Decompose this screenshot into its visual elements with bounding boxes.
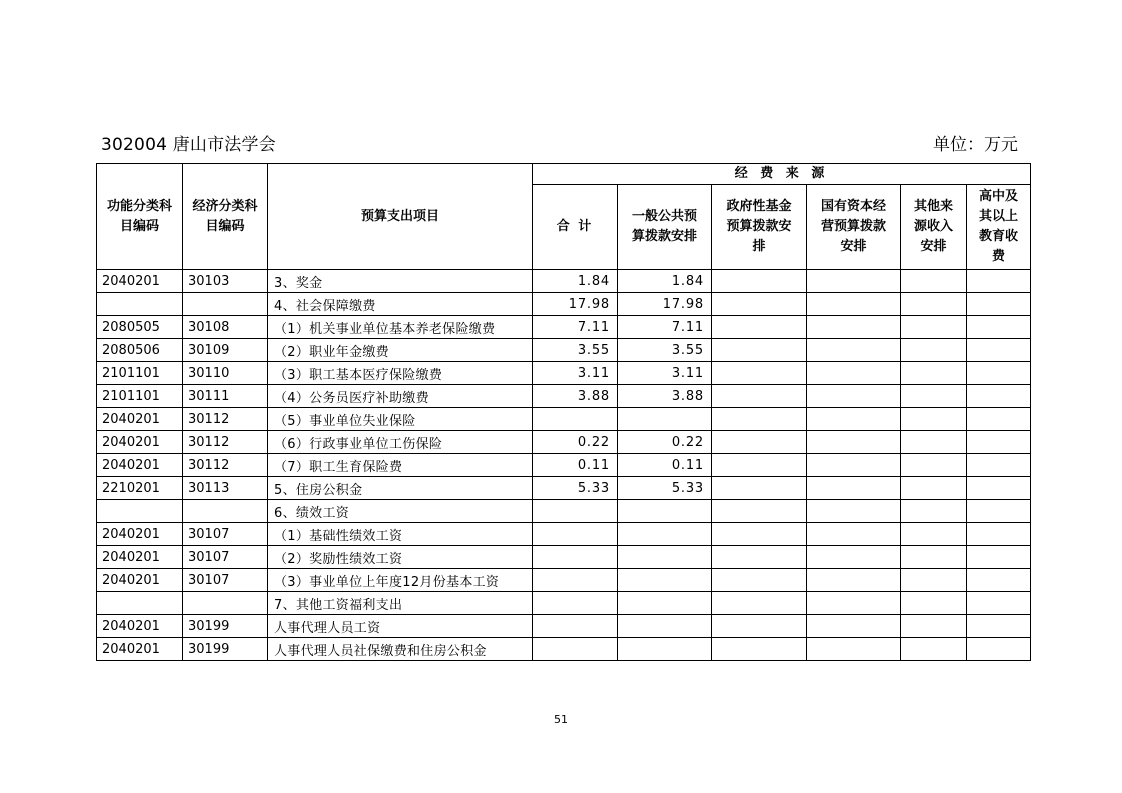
cell-gov-fund (712, 638, 807, 661)
cell-econ-code: 30112 (183, 408, 268, 431)
cell-general-budget (618, 408, 712, 431)
cell-gov-fund (712, 615, 807, 638)
cell-total: 3.55 (533, 339, 618, 362)
table-row (97, 477, 1031, 500)
cell-func-code: 2080505 (97, 316, 183, 339)
cell-general-budget: 5.33 (618, 477, 712, 500)
cell-total: 0.22 (533, 431, 618, 454)
cell-higher-edu (967, 592, 1031, 615)
cell-econ-code: 30107 (183, 546, 268, 569)
cell-state-capital (807, 500, 901, 523)
cell-econ-code (183, 293, 268, 316)
table-row (97, 293, 1031, 316)
cell-state-capital (807, 615, 901, 638)
cell-general-budget (618, 523, 712, 546)
cell-func-code: 2040201 (97, 615, 183, 638)
cell-econ-code: 30112 (183, 431, 268, 454)
cell-state-capital (807, 592, 901, 615)
cell-higher-edu (967, 546, 1031, 569)
cell-higher-edu (967, 316, 1031, 339)
cell-gov-fund (712, 431, 807, 454)
cell-total (533, 592, 618, 615)
cell-state-capital (807, 293, 901, 316)
cell-general-budget (618, 546, 712, 569)
cell-econ-code: 30113 (183, 477, 268, 500)
cell-higher-edu (967, 385, 1031, 408)
table-row (97, 569, 1031, 592)
cell-state-capital (807, 569, 901, 592)
cell-other-income (901, 362, 967, 385)
cell-general-budget: 7.11 (618, 316, 712, 339)
cell-general-budget (618, 592, 712, 615)
cell-other-income (901, 385, 967, 408)
cell-total (533, 615, 618, 638)
org-title: 302004 唐山市法学会 (101, 135, 276, 155)
cell-gov-fund (712, 270, 807, 293)
table-row (97, 523, 1031, 546)
cell-higher-edu (967, 477, 1031, 500)
cell-other-income (901, 431, 967, 454)
cell-project: （2）奖励性绩效工资 (268, 546, 533, 569)
cell-gov-fund (712, 592, 807, 615)
cell-func-code (97, 293, 183, 316)
cell-other-income (901, 316, 967, 339)
header-other-income: 其他来源收入安排 (901, 185, 967, 270)
table-row (97, 638, 1031, 661)
cell-general-budget: 3.88 (618, 385, 712, 408)
cell-total: 3.88 (533, 385, 618, 408)
cell-econ-code: 30107 (183, 523, 268, 546)
cell-general-budget: 3.55 (618, 339, 712, 362)
header-general-budget: 一般公共预算拨款安排 (618, 185, 712, 270)
cell-total (533, 500, 618, 523)
cell-state-capital (807, 270, 901, 293)
cell-state-capital (807, 546, 901, 569)
cell-gov-fund (712, 339, 807, 362)
table-row (97, 316, 1031, 339)
cell-general-budget (618, 569, 712, 592)
cell-state-capital (807, 477, 901, 500)
cell-func-code: 2210201 (97, 477, 183, 500)
cell-general-budget (618, 500, 712, 523)
header-total: 合 计 (533, 185, 618, 270)
cell-gov-fund (712, 293, 807, 316)
header-gov-fund: 政府性基金预算拨款安排 (712, 185, 807, 270)
cell-func-code: 2040201 (97, 270, 183, 293)
cell-state-capital (807, 454, 901, 477)
table-row (97, 339, 1031, 362)
cell-state-capital (807, 316, 901, 339)
cell-general-budget (618, 615, 712, 638)
table-row (97, 546, 1031, 569)
cell-func-code: 2040201 (97, 431, 183, 454)
cell-gov-fund (712, 316, 807, 339)
table-row (97, 431, 1031, 454)
cell-state-capital (807, 339, 901, 362)
cell-higher-edu (967, 500, 1031, 523)
cell-project: 人事代理人员社保缴费和住房公积金 (268, 638, 533, 661)
header-source-group: 经 费 来 源 (533, 164, 1031, 185)
cell-econ-code: 30199 (183, 615, 268, 638)
header-func-code: 功能分类科目编码 (97, 164, 183, 270)
cell-func-code: 2040201 (97, 638, 183, 661)
cell-other-income (901, 592, 967, 615)
header-econ-code: 经济分类科目编码 (183, 164, 268, 270)
cell-other-income (901, 615, 967, 638)
cell-project: （6）行政事业单位工伤保险 (268, 431, 533, 454)
table-row (97, 592, 1031, 615)
cell-project: 人事代理人员工资 (268, 615, 533, 638)
cell-other-income (901, 408, 967, 431)
cell-func-code: 2040201 (97, 569, 183, 592)
cell-econ-code: 30110 (183, 362, 268, 385)
cell-higher-edu (967, 408, 1031, 431)
cell-state-capital (807, 362, 901, 385)
cell-project: 3、奖金 (268, 270, 533, 293)
cell-other-income (901, 270, 967, 293)
header-state-capital: 国有资本经营预算拨款安排 (807, 185, 901, 270)
cell-econ-code: 30199 (183, 638, 268, 661)
cell-other-income (901, 339, 967, 362)
cell-project: （5）事业单位失业保险 (268, 408, 533, 431)
cell-func-code: 2040201 (97, 454, 183, 477)
cell-higher-edu (967, 293, 1031, 316)
cell-higher-edu (967, 638, 1031, 661)
cell-state-capital (807, 523, 901, 546)
budget-table (96, 163, 1031, 661)
cell-econ-code (183, 592, 268, 615)
cell-econ-code (183, 500, 268, 523)
table-row (97, 408, 1031, 431)
cell-project: 4、社会保障缴费 (268, 293, 533, 316)
cell-gov-fund (712, 523, 807, 546)
table-body (97, 270, 1031, 661)
cell-general-budget: 1.84 (618, 270, 712, 293)
cell-state-capital (807, 638, 901, 661)
cell-higher-edu (967, 270, 1031, 293)
cell-econ-code: 30111 (183, 385, 268, 408)
cell-general-budget: 0.22 (618, 431, 712, 454)
header-higher-edu: 高中及其以上教育收费 (967, 185, 1031, 270)
cell-project: （7）职工生育保险费 (268, 454, 533, 477)
cell-state-capital (807, 408, 901, 431)
cell-project: 7、其他工资福利支出 (268, 592, 533, 615)
cell-func-code (97, 500, 183, 523)
cell-total (533, 569, 618, 592)
page-number: 51 (554, 713, 568, 726)
header-project: 预算支出项目 (268, 164, 533, 270)
table-row (97, 454, 1031, 477)
cell-total (533, 638, 618, 661)
cell-project: 5、住房公积金 (268, 477, 533, 500)
cell-total: 7.11 (533, 316, 618, 339)
cell-total: 17.98 (533, 293, 618, 316)
cell-other-income (901, 638, 967, 661)
cell-project: （2）职业年金缴费 (268, 339, 533, 362)
cell-other-income (901, 569, 967, 592)
cell-func-code: 2101101 (97, 362, 183, 385)
cell-other-income (901, 477, 967, 500)
cell-total (533, 546, 618, 569)
cell-gov-fund (712, 569, 807, 592)
cell-func-code: 2040201 (97, 408, 183, 431)
cell-econ-code: 30112 (183, 454, 268, 477)
cell-higher-edu (967, 454, 1031, 477)
cell-total (533, 523, 618, 546)
cell-econ-code: 30107 (183, 569, 268, 592)
cell-other-income (901, 500, 967, 523)
cell-total: 5.33 (533, 477, 618, 500)
cell-total: 1.84 (533, 270, 618, 293)
cell-gov-fund (712, 385, 807, 408)
cell-gov-fund (712, 500, 807, 523)
cell-func-code: 2040201 (97, 546, 183, 569)
cell-func-code: 2101101 (97, 385, 183, 408)
cell-other-income (901, 454, 967, 477)
cell-higher-edu (967, 615, 1031, 638)
cell-gov-fund (712, 477, 807, 500)
cell-higher-edu (967, 431, 1031, 454)
cell-higher-edu (967, 362, 1031, 385)
cell-state-capital (807, 385, 901, 408)
cell-higher-edu (967, 339, 1031, 362)
table-row (97, 362, 1031, 385)
cell-econ-code: 30103 (183, 270, 268, 293)
cell-total: 0.11 (533, 454, 618, 477)
cell-total: 3.11 (533, 362, 618, 385)
cell-other-income (901, 523, 967, 546)
cell-gov-fund (712, 454, 807, 477)
cell-gov-fund (712, 546, 807, 569)
cell-higher-edu (967, 569, 1031, 592)
cell-project: （3）事业单位上年度12月份基本工资 (268, 569, 533, 592)
cell-gov-fund (712, 408, 807, 431)
cell-func-code (97, 592, 183, 615)
cell-general-budget (618, 638, 712, 661)
cell-func-code: 2040201 (97, 523, 183, 546)
cell-econ-code: 30108 (183, 316, 268, 339)
cell-general-budget: 3.11 (618, 362, 712, 385)
cell-other-income (901, 293, 967, 316)
table-row (97, 615, 1031, 638)
unit-label: 单位：万元 (933, 135, 1018, 155)
table-row (97, 385, 1031, 408)
cell-project: （1）基础性绩效工资 (268, 523, 533, 546)
cell-project: （3）职工基本医疗保险缴费 (268, 362, 533, 385)
cell-state-capital (807, 431, 901, 454)
cell-higher-edu (967, 523, 1031, 546)
table-row (97, 270, 1031, 293)
cell-total (533, 408, 618, 431)
cell-project: （1）机关事业单位基本养老保险缴费 (268, 316, 533, 339)
cell-econ-code: 30109 (183, 339, 268, 362)
cell-project: 6、绩效工资 (268, 500, 533, 523)
table-row (97, 500, 1031, 523)
cell-other-income (901, 546, 967, 569)
cell-general-budget: 17.98 (618, 293, 712, 316)
cell-func-code: 2080506 (97, 339, 183, 362)
cell-gov-fund (712, 362, 807, 385)
cell-project: （4）公务员医疗补助缴费 (268, 385, 533, 408)
cell-general-budget: 0.11 (618, 454, 712, 477)
